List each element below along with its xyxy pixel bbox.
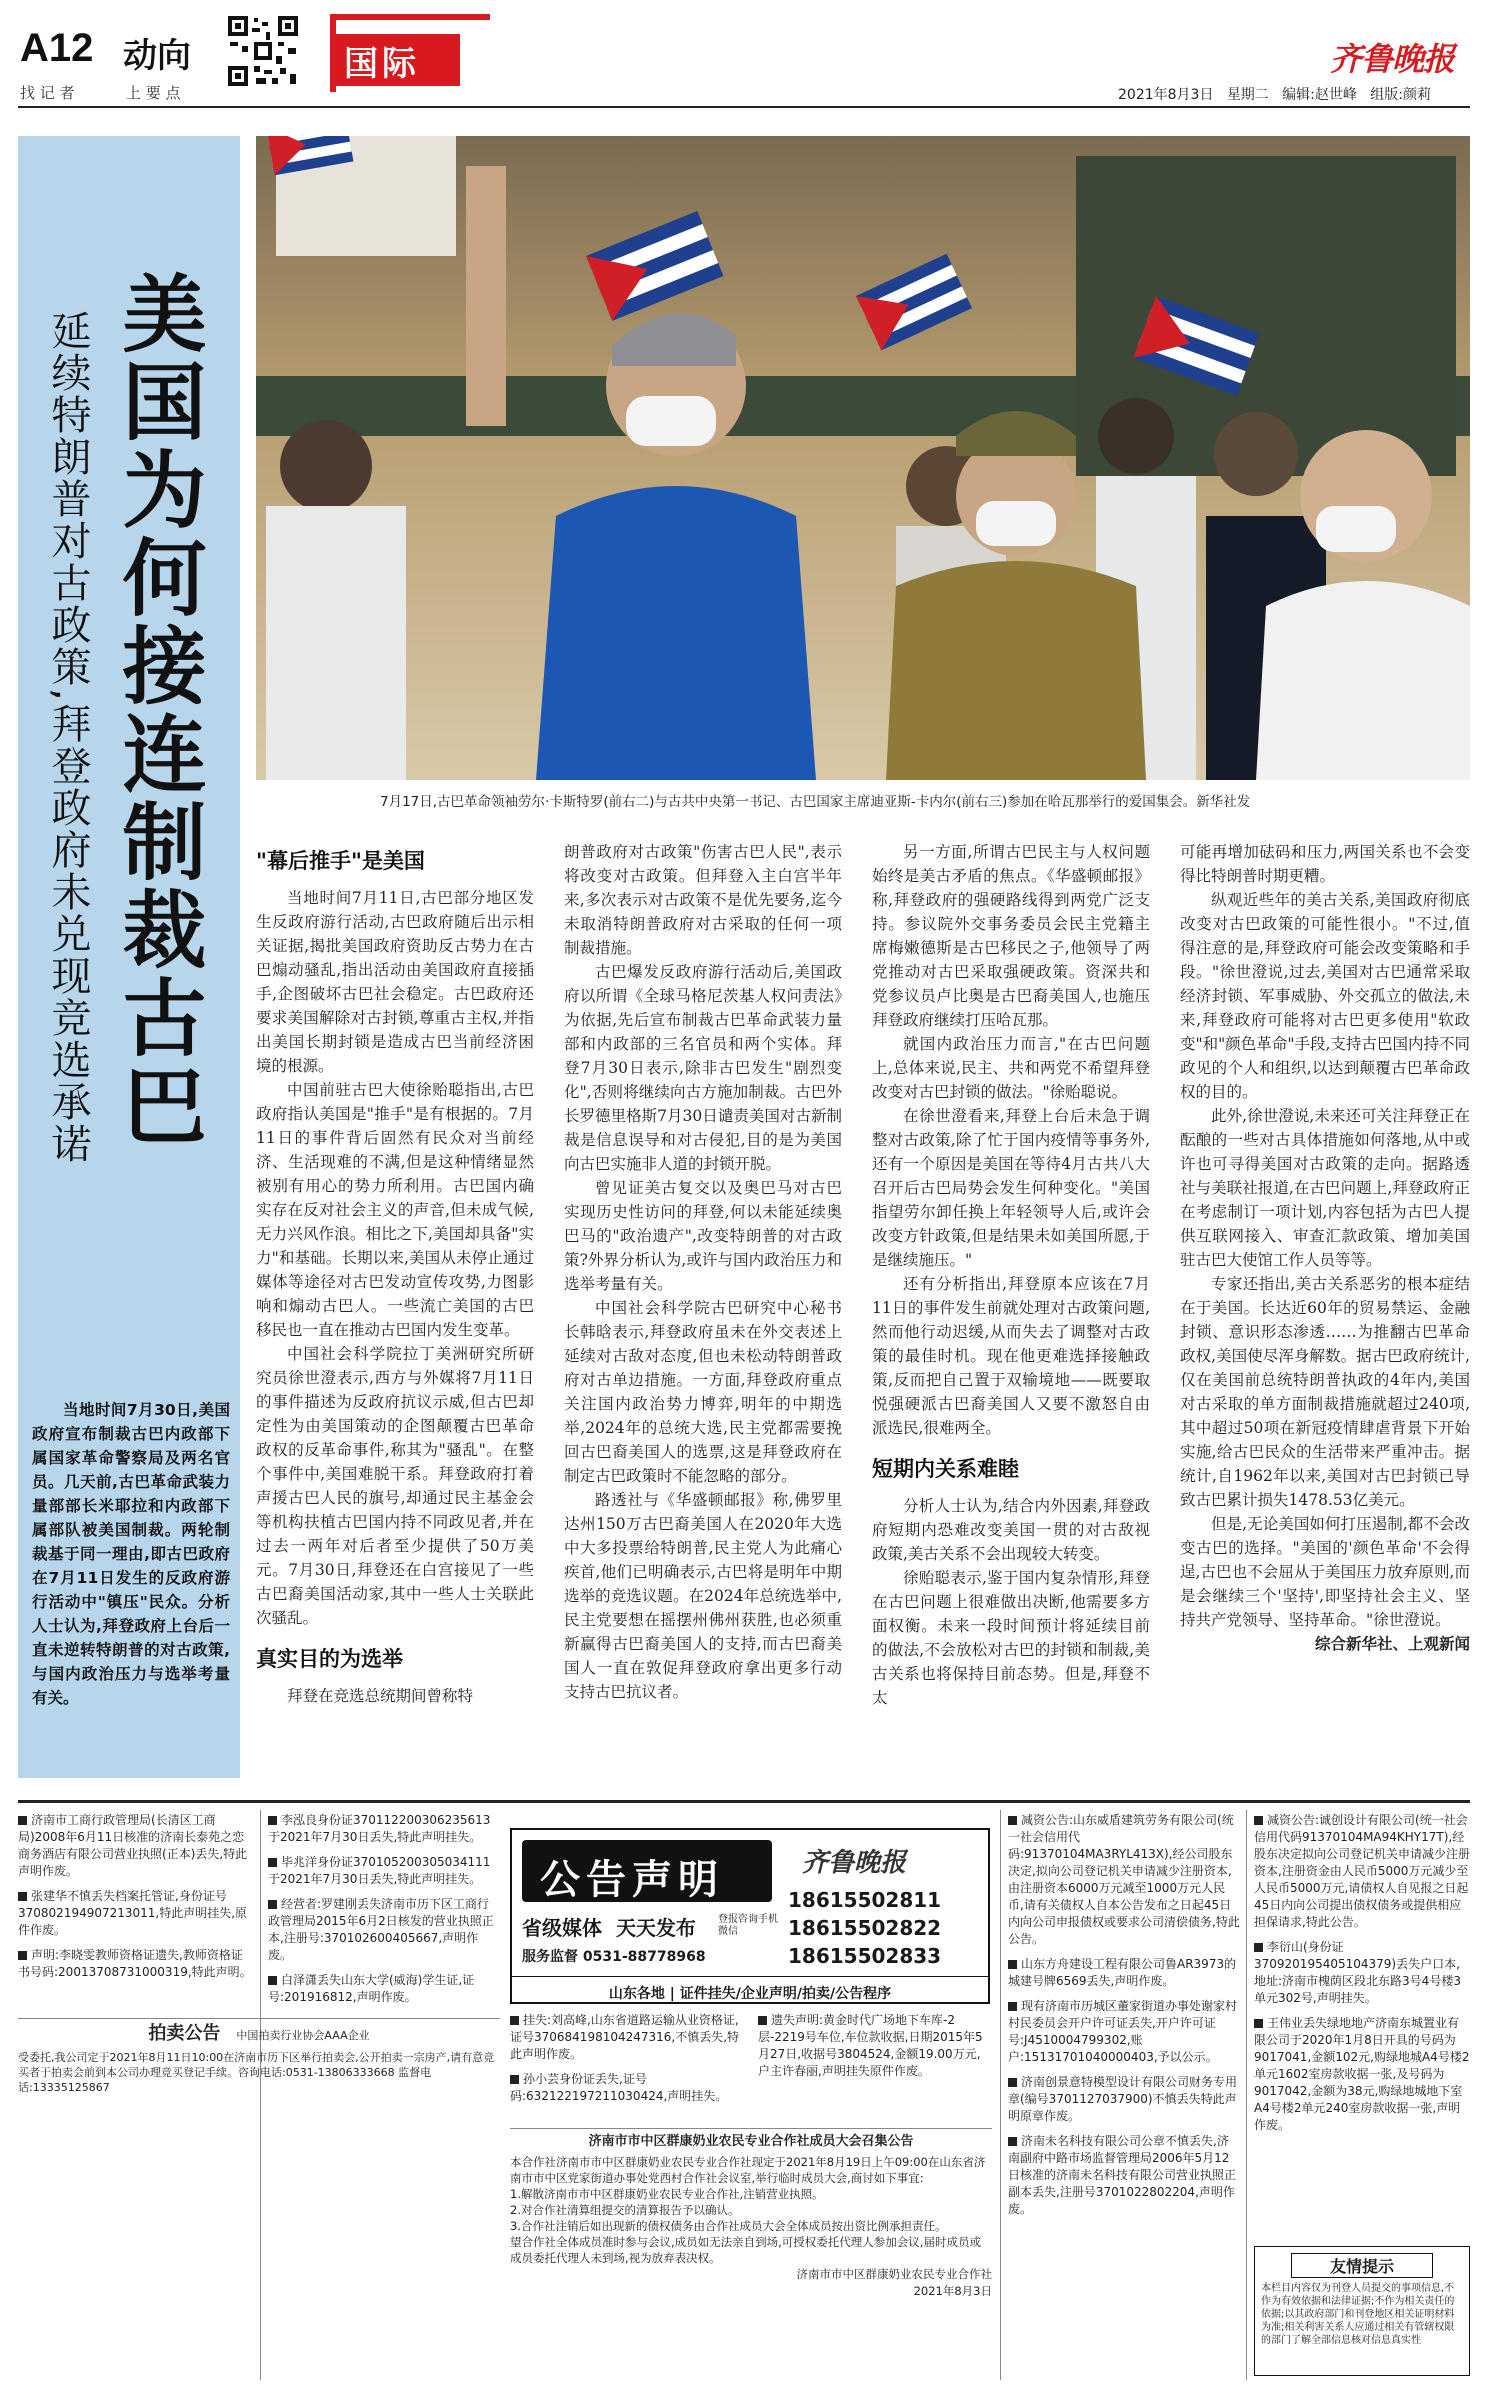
- divider: [1246, 1810, 1247, 2380]
- notice-title-box: [522, 1840, 772, 1902]
- article-para: 古巴爆发反政府游行活动后,美国政府以所谓《全球马格尼茨基人权问责法》为依据,先后宣布制裁古巴革命武装力量部和内政部的三名官员和两个实体。拜登7月30日表示,除非古巴发生"剧烈变化",否则将继续向古方施加制裁。古巴外长罗德里格斯7月30日谴责美国对古新制裁是信息误导和对古侵犯,目的是为美国向古巴实施非人道的封锁开脱。: [564, 963, 842, 1173]
- auction-text: 受委托,我公司定于2021年8月11日10:00在济南市历下区举行拍卖会,公开拍卖一宗房产,请有意竞买者于拍卖会前到本公司办理竞买登记手续。咨询电话:0531-13806333668 监督电话:13335125867: [18, 2051, 495, 2094]
- classified-item: 毕兆洋身份证370105200305034111于2021年7月30日丢失,特此声明挂失。: [268, 1855, 491, 1886]
- article-para: 当地时间7月11日,古巴部分地区发生反政府游行活动,古巴政府随后出示相关证据,揭批美国政府资助反古势力在古巴煽动骚乱,指出活动由美国政府直接插手,企图破坏古巴社会稳定。古巴政府还要求美国解除对古封锁,尊重古主权,并指出美国长期封锁是造成古巴当前经济困境的根源。: [256, 889, 534, 1075]
- classified-item: 张建华不慎丢失档案托管证,身份证号370802194907213011,特此声明挂失,原件作废。: [18, 1889, 248, 1937]
- header-editor: 编辑:赵世峰: [1282, 87, 1357, 103]
- article-para: 就国内政治压力而言,"在古巴问题上,总体来说,民主、共和两党不希望拜登改变对古巴封锁的做法。"徐贻聪说。: [872, 1035, 1150, 1101]
- classified-col-b: [268, 1812, 498, 2008]
- article-para: 拜登在竞选总统期间曾称特: [287, 1687, 474, 1705]
- article-subhead-3: 短期内关系难睦: [872, 1457, 1019, 1481]
- classified-item: 李衍山(身份证370920195405104379)丢失户口本,地址:济南市槐荫区段北东路3号4号楼3单元302号,声明挂失。: [1254, 1940, 1461, 2005]
- news-photo: [256, 136, 1470, 780]
- auction-title: 拍卖公告: [148, 2023, 221, 2044]
- section-name: 动向: [123, 36, 191, 76]
- article-para: 但是,无论美国如何打压遏制,都不会改变古巴的选择。"美国的'颜色革命'不会得逞,古巴也不会屈从于美国压力放弃原则,而是会继续三个'坚持',即坚持社会主义、坚持共产党领导、坚持革命。"徐世澄说。: [1180, 1515, 1470, 1629]
- classified-item: 济南创景意特模型设计有限公司财务专用章(编号3701127037900)不慎丢失特此声明原章作废。: [1008, 2075, 1238, 2123]
- coop-date: 2021年8月3日: [913, 2284, 992, 2298]
- divider: [1000, 1810, 1001, 2380]
- section-tab-label: 国际: [344, 44, 420, 84]
- article-para: 路透社与《华盛顿邮报》称,佛罗里达州150万古巴裔美国人在2020年大选中大多投票给特朗普,民主党人为此痛心疾首,他们已明确表示,古巴将是明年中期选举的竞选议题。在2024年总统选举中,民主党要想在摇摆州佛州获胜,也必须重新赢得古巴裔美国人的支持,而古巴裔美国人一直在敦促拜登政府拿出更多行动支持古巴抗议者。: [564, 1491, 842, 1701]
- header-sub-left-b: 上 要 点: [126, 84, 181, 102]
- notice-slogan-b: 天天发布: [615, 1916, 696, 1940]
- header-date: 2021年8月3日: [1118, 87, 1214, 103]
- classified-item: 白泽潇丢失山东大学(威海)学生证,证号:201916812,声明作废。: [268, 1973, 475, 2004]
- auction-org: 中国拍卖行业协会AAA企业: [236, 2029, 370, 2042]
- article-lead: 当地时间7月30日,美国政府宣布制裁古巴内政部下属国家革命警察局及两名官员。几天前,古巴革命武装力量部部长米耶拉和内政部下属部队被美国制裁。两轮制裁基于同一理由,即古巴政府在7月11日发生的反政府游行活动中"镇压"民众。分析人士认为,拜登政府上台后一直未逆转特朗普的对古政策,与国内政治压力与选举考量有关。: [32, 1401, 230, 1707]
- notice-title: 公告声明: [540, 1857, 724, 1903]
- coop-body: 本合作社济南市市中区群康奶业农民专业合作社现定于2021年8月19日上午09:00在山东省济南市市中区党家街道办事处党西村合作社会议室,举行临时成员大会,商讨如下事宜: 1.解散济南市市中区群康奶业农民专业合作社,注销营业执照。 2.对合作社清算组提交的清算报告予以确认。 3.合作社注销后如出现新的债权债务由合作社成员大会全体成员按出资比例承担责任。 望合作社全体成员准时参与会议,成员如无法亲自到场,可授权委托代理人参加会议,届时成员或成员委托代理人未到场,视为放弃表决权。: [510, 2155, 986, 2265]
- notice-slogan: [522, 1912, 696, 1941]
- classified-item: 济南市工商行政管理局(长清区工商局)2008年6月11日核准的济南长泰苑之恋商务酒店有限公司营业执照(正本)丢失,特此声明作废。: [18, 1813, 248, 1878]
- article-para: 此外,徐世澄说,未来还可关注拜登正在酝酿的一些对古具体措施如何落地,从中或许也可寻得美国对古政策的走向。据路透社与美联社报道,在古巴问题上,拜登政府正在考虑制订一项计划,内容包括为古巴人提供互联网接入、审查汇款政策、增加美国驻古巴大使馆工作人员等等。: [1180, 1107, 1470, 1269]
- coop-title: 济南市市中区群康奶业农民专业合作社成员大会召集公告: [588, 2134, 914, 2149]
- classified-item: 减资公告:山东威盾建筑劳务有限公司(统一社会信用代码:91370104MA3RYL413X),经公司股东决定,拟向公司登记机关申请减少注册资本,由注册资本6000万元减至1000万元人民币,请有关债权人自本公告发布之日起45日内向公司申报债权或要求公司清偿债务,特此公告。: [1008, 1813, 1240, 1946]
- article-para: 中国社会科学院拉丁美洲研究所研究员徐世澄表示,西方与外媒将7月11日的事件描述为反政府抗议示威,但古巴却定性为由美国策动的企图颠覆古巴革命政权的反革命事件,称其为"骚乱"。在整个事件中,美国难脱干系。拜登政府打着声援古巴人民的旗号,却通过民主基金会等机构扶植古巴国内持不同政见者,并在过去一两年对后者至少提供了50万美元。7月30日,拜登还在白宫接见了一些古巴裔美国活动家,其中一些人士关联此次骚乱。: [256, 1345, 534, 1627]
- tip-body: 本栏目内容仅为刊登人员提交的事项信息,不作为有效依据和法律证据;不作为相关责任的依据;以其政府部门和刊登地区相关证明材料为准;相关利害关系人应通过相关有管辖权限的部门了解全部信息核对信息真实性: [1261, 2283, 1455, 2346]
- article-para: 可能再增加砝码和压力,两国关系也不会变得比特朗普时期更糟。: [1180, 843, 1470, 885]
- classified-item: 挂失:刘高峰,山东省道路运输从业资格证,证号370684198104247316,不慎丢失,特此声明作废。: [510, 2013, 740, 2061]
- article-col-2: [564, 840, 842, 1786]
- classified-item: 孙小芸身份证丢失,证号码:632122197211030424,声明挂失。: [510, 2072, 728, 2103]
- qr-code-icon[interactable]: [226, 14, 300, 88]
- header-meta: [1118, 84, 1431, 104]
- notice-categories: 山东各地 | 证件挂失/企业声明/拍卖/公告程序: [512, 1976, 988, 2003]
- classified-item: 李泓良身份证370112200306235613于2021年7月30日丢失,特此声明挂失。: [268, 1813, 491, 1844]
- notice-phone[interactable]: 18615502822: [788, 1916, 942, 1940]
- notice-phone[interactable]: 18615502833: [788, 1944, 942, 1968]
- classified-item: 遗失声明:黄金时代广场地下车库-2层-2219号车位,车位款收据,日期2015年5月27日,收据号3804524,金额19.00万元,户主许春丽,声明挂失原件作废。: [758, 2013, 983, 2078]
- notice-slogan-a: 省级媒体: [522, 1916, 602, 1940]
- article-subtitle: 延续特朗普对古政策,拜登政府未兑现竞选承诺: [45, 310, 91, 1165]
- article-para: 纵观近些年的美古关系,美国政府彻底改变对古巴政策的可能性很小。"不过,值得注意的是,拜登政府可能会改变策略和手段。"徐世澄说,过去,美国对古巴通常采取经济封锁、军事威胁、外交孤立的做法,未来,拜登政府可能将对古巴更多使用"软政变"和"颜色革命"手段,支持古巴国内持不同政见的个人和组织,以达到颠覆古巴革命政权的目的。: [1180, 891, 1470, 1101]
- page-number: A12: [20, 26, 94, 70]
- auction-notice: [18, 2018, 500, 2374]
- newspaper-logo: 齐鲁晚报: [1330, 40, 1455, 78]
- classified-col-e: [1008, 1812, 1240, 2378]
- article-para: 在徐世澄看来,拜登上台后未急于调整对古政策,除了忙于国内疫情等事务外,还有一个原因是美国在等待4月古共八大召开后古巴局势会发生何种变化。"美国指望劳尔卸任换上年轻领导人后,或许会改变方针政策,但是结果未如美国所愿,于是继续施压。": [872, 1107, 1150, 1269]
- header-layout: 组版:颜莉: [1370, 87, 1431, 103]
- article-para: 专家还指出,美古关系恶劣的根本症结在于美国。长达近60年的贸易禁运、金融封锁、意识形态渗透……为推翻古巴革命政权,美国使尽浑身解数。据古巴政府统计,仅在美国前总统特朗普执政的4年内,美国对古采取的单方面制裁措施就超过240项,其中超过50项在新冠疫情肆虐背景下开始实施,给古巴民众的生活带来严重冲击。据统计,自1962年以来,美国对古巴封锁已导致古巴累计损失1478.53亿美元。: [1180, 1275, 1470, 1509]
- article-col-4: [1180, 840, 1470, 1786]
- page-header: [0, 0, 1488, 110]
- classified-col-d: [758, 2012, 992, 2122]
- notice-desc: 登报咨询手机微信: [718, 1914, 778, 1937]
- notice-phones: [788, 1886, 941, 1970]
- notice-banner: [510, 1828, 990, 2004]
- photo-caption: 7月17日,古巴革命领袖劳尔·卡斯特罗(前右二)与古共中央第一书记、古巴国家主席迪亚斯-卡内尔(前右三)参加在哈瓦那举行的爱国集会。新华社发: [380, 794, 1251, 810]
- article-para: 分析人士认为,结合内外因素,拜登政府短期内恐难改变美国一贯的对古敌视政策,美古关系不会出现较大转变。: [872, 1497, 1150, 1563]
- article-para: 徐贻聪表示,鉴于国内复杂情形,拜登在古巴问题上很难做出决断,他需要多方面权衡。未来一段时间预计将延续目前的做法,不会放松对古巴的封锁和制裁,美古关系也将保持目前态势。但是,拜登不太: [872, 1569, 1150, 1707]
- notice-hotline: 服务监督 0531-88778968: [522, 1949, 706, 1965]
- header-weekday: 星期二: [1226, 87, 1269, 103]
- article-para: 中国社会科学院古巴研究中心秘书长韩晗表示,拜登政府虽未在外交表述上延续对古敌对态度,但也未松动特朗普政府对古单边措施。一方面,拜登政府重点关注国内政治势力博弈,明年的中期选举,2024年的总统大选,民主党都需要挽回古巴裔美国人的选票,这是拜登政府在制定古巴政策时不能忽略的部分。: [564, 1299, 842, 1485]
- classified-item: 经营者:罗建刚丢失济南市历下区工商行政管理局2015年6月2日核发的营业执照正本,注册号:370102600405667,声明作废。: [268, 1897, 494, 1962]
- article-para: 曾见证美古复交以及奥巴马对古巴实现历史性访问的拜登,何以未能延续奥巴马的"政治遗产",改变特朗普的对古政策?外界分析认为,或许与国内政治压力和选举考量有关。: [564, 1179, 842, 1293]
- classified-item: 济南未名科技有限公司公章不慎丢失,济南副府中路市场监督管理局2006年5月12日核准的济南未名科技有限公司营业执照正副本丢失,注册号3701022802204,声明作废。: [1008, 2134, 1237, 2216]
- header-sub-left-a: 找 记 者: [20, 84, 75, 102]
- classifieds-rule: [18, 1800, 1470, 1803]
- article-col-3: [872, 840, 1150, 1786]
- article-para: 另一方面,所谓古巴民主与人权问题始终是美古矛盾的焦点。《华盛顿邮报》称,拜登政府的强硬路线得到两党广泛支持。参议院外交事务委员会民主党籍主席梅嫩德斯是古巴移民之子,他领导了两党推动对古巴采取强硬政策。资深共和党参议员卢比奥是古巴裔美国人,也施压拜登政府继续打压哈瓦那。: [872, 843, 1150, 1029]
- classified-col-c: [510, 2012, 746, 2122]
- section-tab[interactable]: [330, 14, 490, 92]
- friendly-tip: [1254, 2246, 1470, 2376]
- classified-item: 山东方舟建设工程有限公司鲁AR3973的城建号牌6569丢失,声明作废。: [1008, 1957, 1237, 1988]
- tip-title: 友情提示: [1291, 2253, 1433, 2278]
- classified-item: 王伟业丢失绿地地产济南东城置业有限公司于2020年1月8日开具的号码为9017041,金额102元,购绿地城A4号楼2单元1602室房款收据一张,及号码为9017042,金额为38元,购绿地城地下室A4号楼2单元240室房款收据一张,声明作废。: [1254, 2016, 1470, 2132]
- classified-col-f: [1254, 1812, 1470, 2232]
- article-col-1: [256, 846, 534, 1786]
- coop-sign: 济南市市中区群康奶业农民专业合作社: [796, 2267, 992, 2281]
- notice-phone[interactable]: 18615502811: [788, 1888, 942, 1912]
- article-para: 还有分析指出,拜登原本应该在7月11日的事件发生前就处理对古政策问题,然而他行动迟缓,从而失去了调整对古政策的最佳时机。现在他更难选择接触政策,反而把自己置于双输境地——既要取悦强硬派古巴裔美国人又要不激怒自由派选民,很难两全。: [872, 1275, 1150, 1437]
- classified-item: 现有济南市历城区董家街道办事处谢家村村民委员会开户许可证丢失,开户许可证号:J4510004799302,账户:15131701040000403,予以公示。: [1008, 1999, 1238, 2064]
- article-subhead-1: "幕后推手"是美国: [256, 849, 425, 873]
- article-subhead-2: 真实目的为选举: [256, 1647, 403, 1671]
- classified-item: 减资公告:诚创设计有限公司(统一社会信用代码91370104MA94KHY17T),经股东决定拟向公司登记机关申请减少注册资本,注册资金由人民币5000万元减少至人民币5000万元,请债权人自见报之日起45日内向公司提出债权债务或提供相应担保请求,特此公告。: [1254, 1813, 1470, 1929]
- article-para: 朗普政府对古政策"伤害古巴人民",表示将改变对古政策。但拜登入主白宫半年来,多次表示对古政策不是优先要务,迄今未取消特朗普政府对古采取的任何一项制裁措施。: [564, 843, 842, 957]
- notice-logo: 齐鲁晚报: [802, 1848, 907, 1878]
- coop-notice: [510, 2128, 992, 2378]
- classified-item: 声明:李晓雯教师资格证遗失,教师资格证书号码:20013708731000319,特此声明。: [18, 1948, 252, 1979]
- header-rule: [18, 106, 1470, 108]
- article-title: 美国为何接连制裁古巴: [109, 270, 207, 1150]
- article-para: 中国前驻古巴大使徐贻聪指出,古巴政府指认美国是"推手"是有根据的。7月11日的事件背后固然有民众对当前经济、生活现难的不满,但是这种情绪显然被别有用心的势力所利用。古巴国内确实存在反对社会主义的声音,但未成气候,无力兴风作浪。相比之下,美国却具备"实力"和基础。长期以来,美国从未停止通过媒体等途径对古巴发动宣传攻势,力图影响和煽动古巴人。一些流亡美国的古巴移民也一直在推动古巴国内发生变革。: [256, 1081, 534, 1339]
- article-source: 综合新华社、上观新闻: [1314, 1635, 1470, 1653]
- classified-col-a: [18, 1812, 254, 2008]
